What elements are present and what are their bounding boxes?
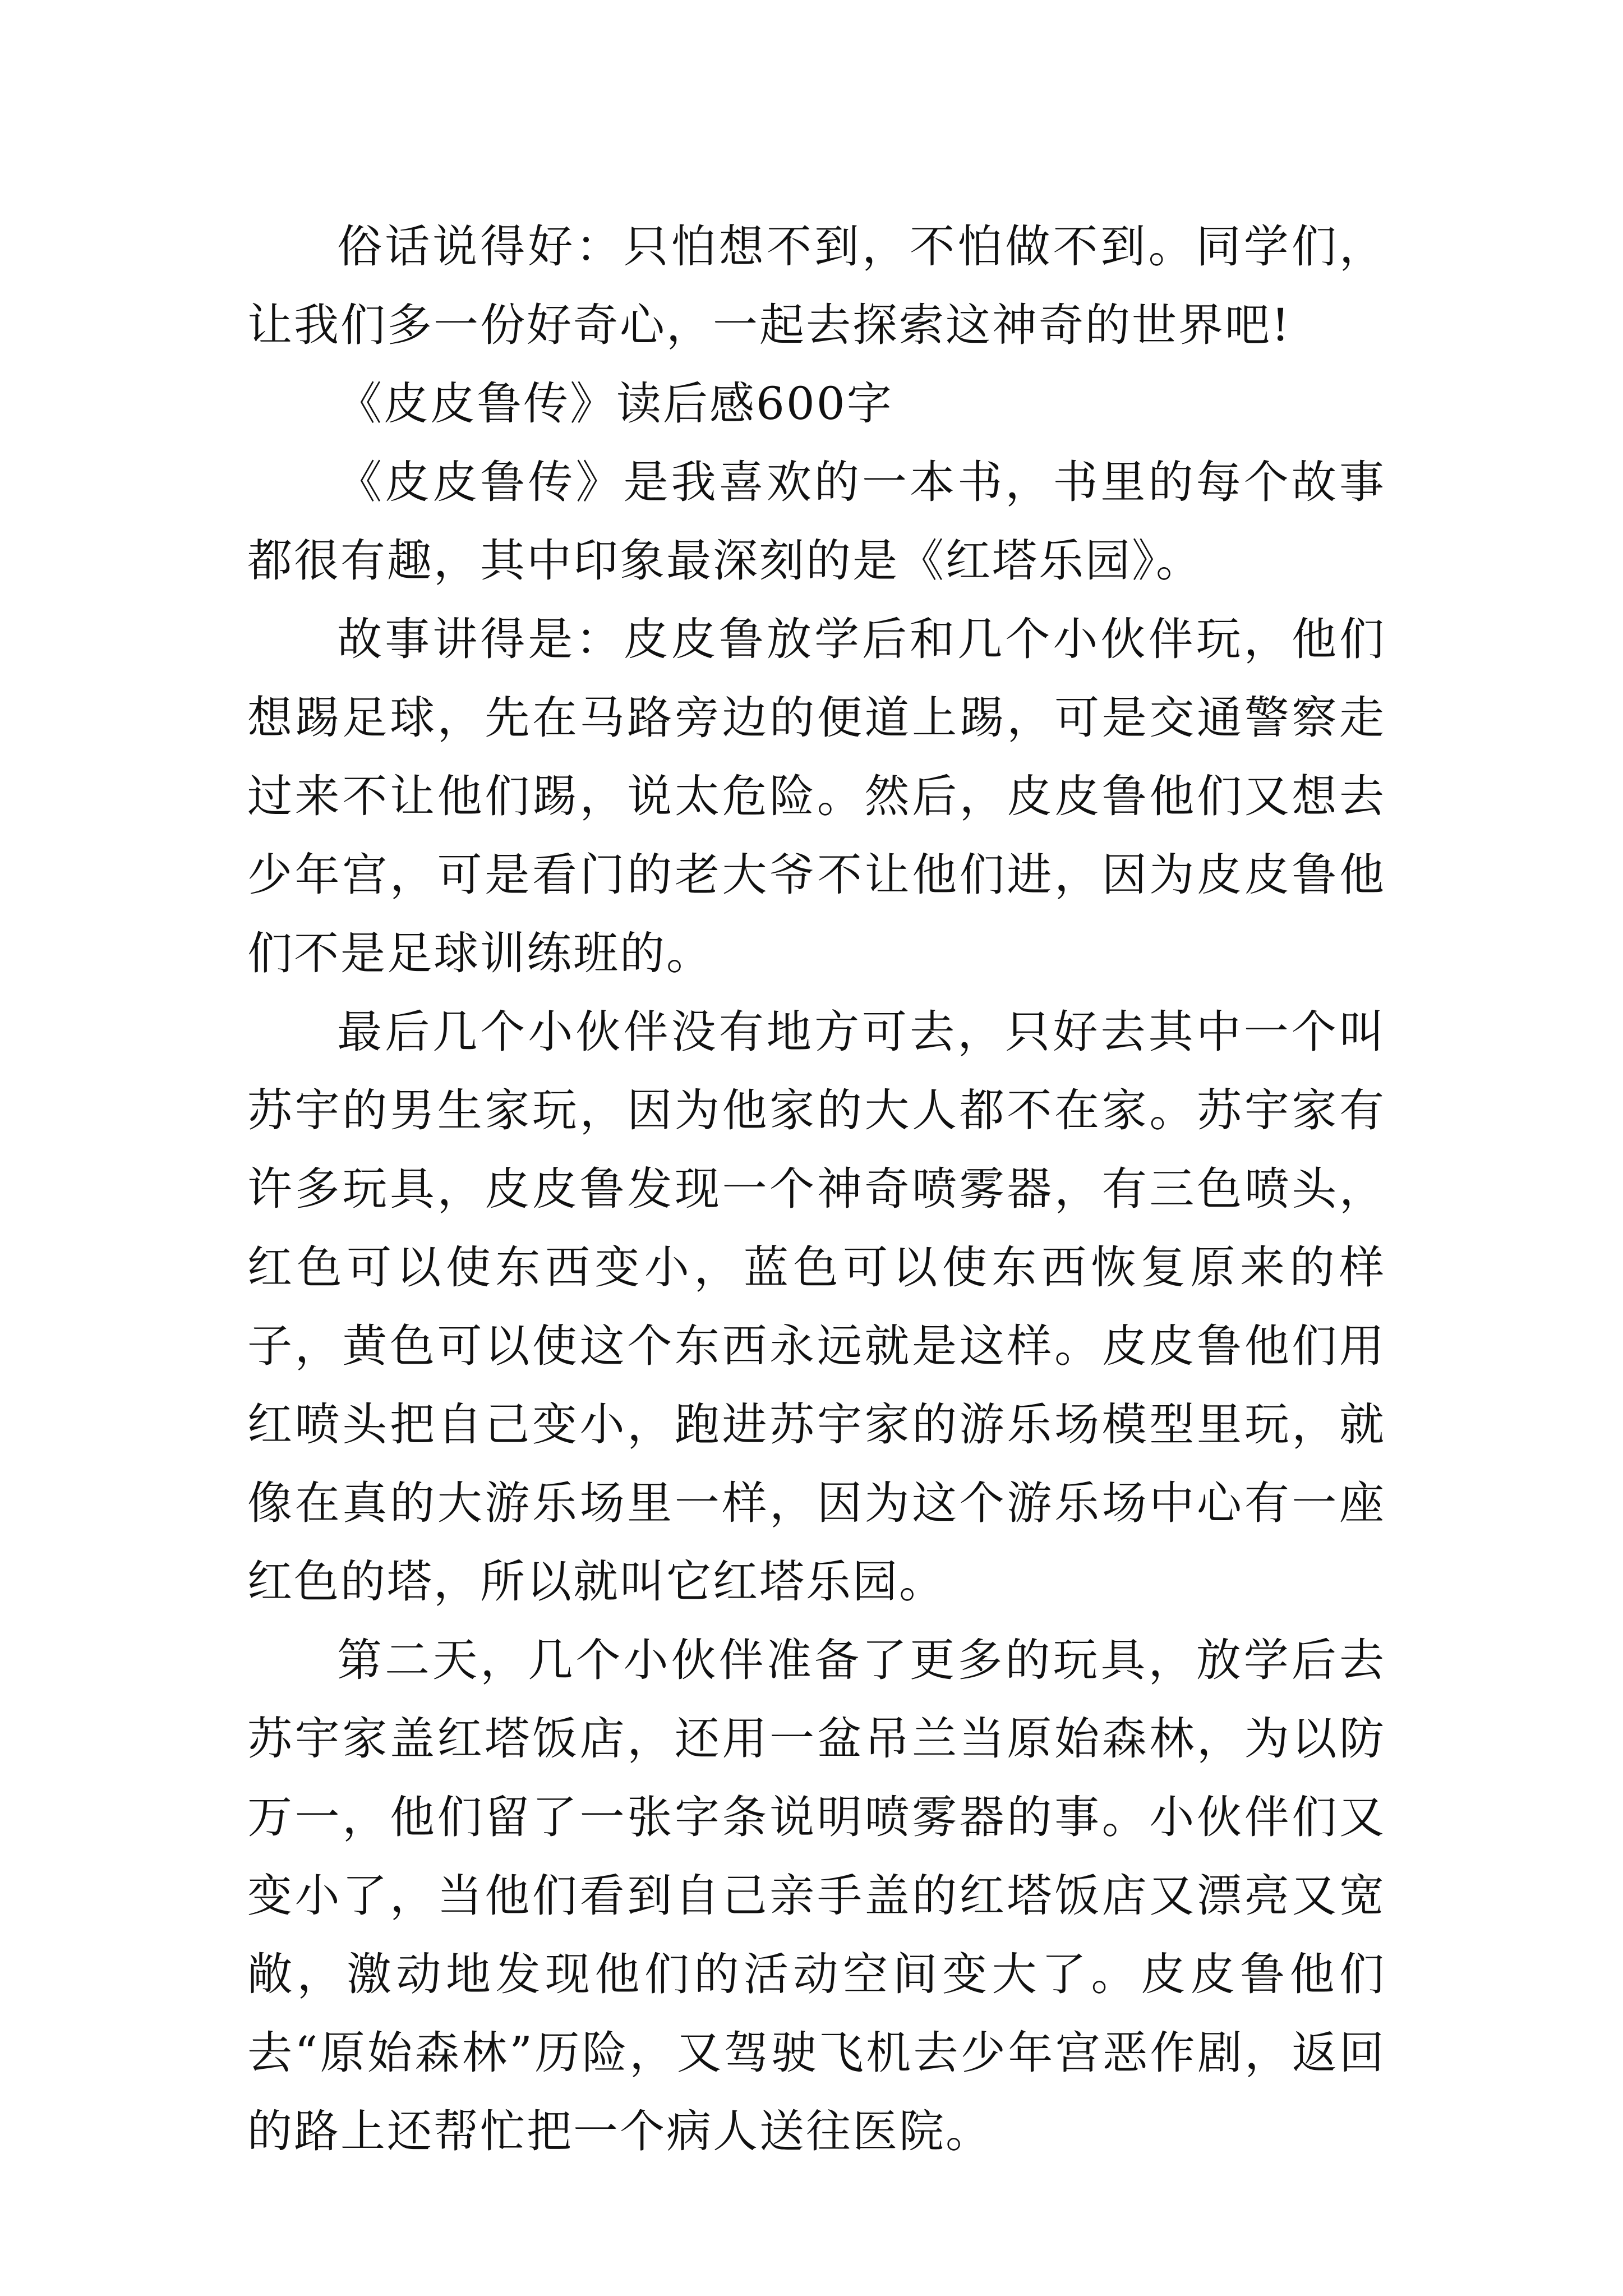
paragraph-second-day: 第二天，几个小伙伴准备了更多的玩具，放学后去苏宇家盖红塔饭店，还用一盆吊兰当原始森林，为以防万一，他们留了一张字条说明喷雾器的事。小伙伴们又变小了，当他们看到自己亲手盖的红塔饭店又漂亮又宽敞，激动地发现他们的活动空间变大了。皮皮鲁他们去“原始森林”历险，又驾驶飞机去少年宫恶作剧，返回的路上还帮忙把一个病人送往医院。 xyxy=(247,1634,1386,2157)
document-body xyxy=(247,208,1386,2171)
essay-title: 《皮皮鲁传》读后感600字 xyxy=(337,378,893,430)
paragraph-intro-conclusion: 俗话说得好：只怕想不到，不怕做不到。同学们，让我们多一份好奇心，一起去探索这神奇的世界吧! xyxy=(247,220,1386,351)
paragraph-sprayer: 最后几个小伙伴没有地方可去，只好去其中一个叫苏宇的男生家玩，因为他家的大人都不在家。苏宇家有许多玩具，皮皮鲁发现一个神奇喷雾器，有三色喷头，红色可以使东西变小，蓝色可以使东西恢复原来的样子，黄色可以使这个东西永远就是这样。皮皮鲁他们用红喷头把自己变小，跑进苏宇家的游乐场模型里玩，就像在真的大游乐场里一样，因为这个游乐场中心有一座红色的塔，所以就叫它红塔乐园。 xyxy=(247,1006,1386,1608)
paragraph-opening: 《皮皮鲁传》是我喜欢的一本书，书里的每个故事都很有趣，其中印象最深刻的是《红塔乐园》。 xyxy=(247,456,1386,587)
paragraph-story-start: 故事讲得是：皮皮鲁放学后和几个小伙伴玩，他们想踢足球，先在马路旁边的便道上踢，可是交通警察走过来不让他们踢，说太危险。然后，皮皮鲁他们又想去少年宫，可是看门的老大爷不让他们进，因为皮皮鲁他们不是足球训练班的。 xyxy=(247,613,1386,979)
